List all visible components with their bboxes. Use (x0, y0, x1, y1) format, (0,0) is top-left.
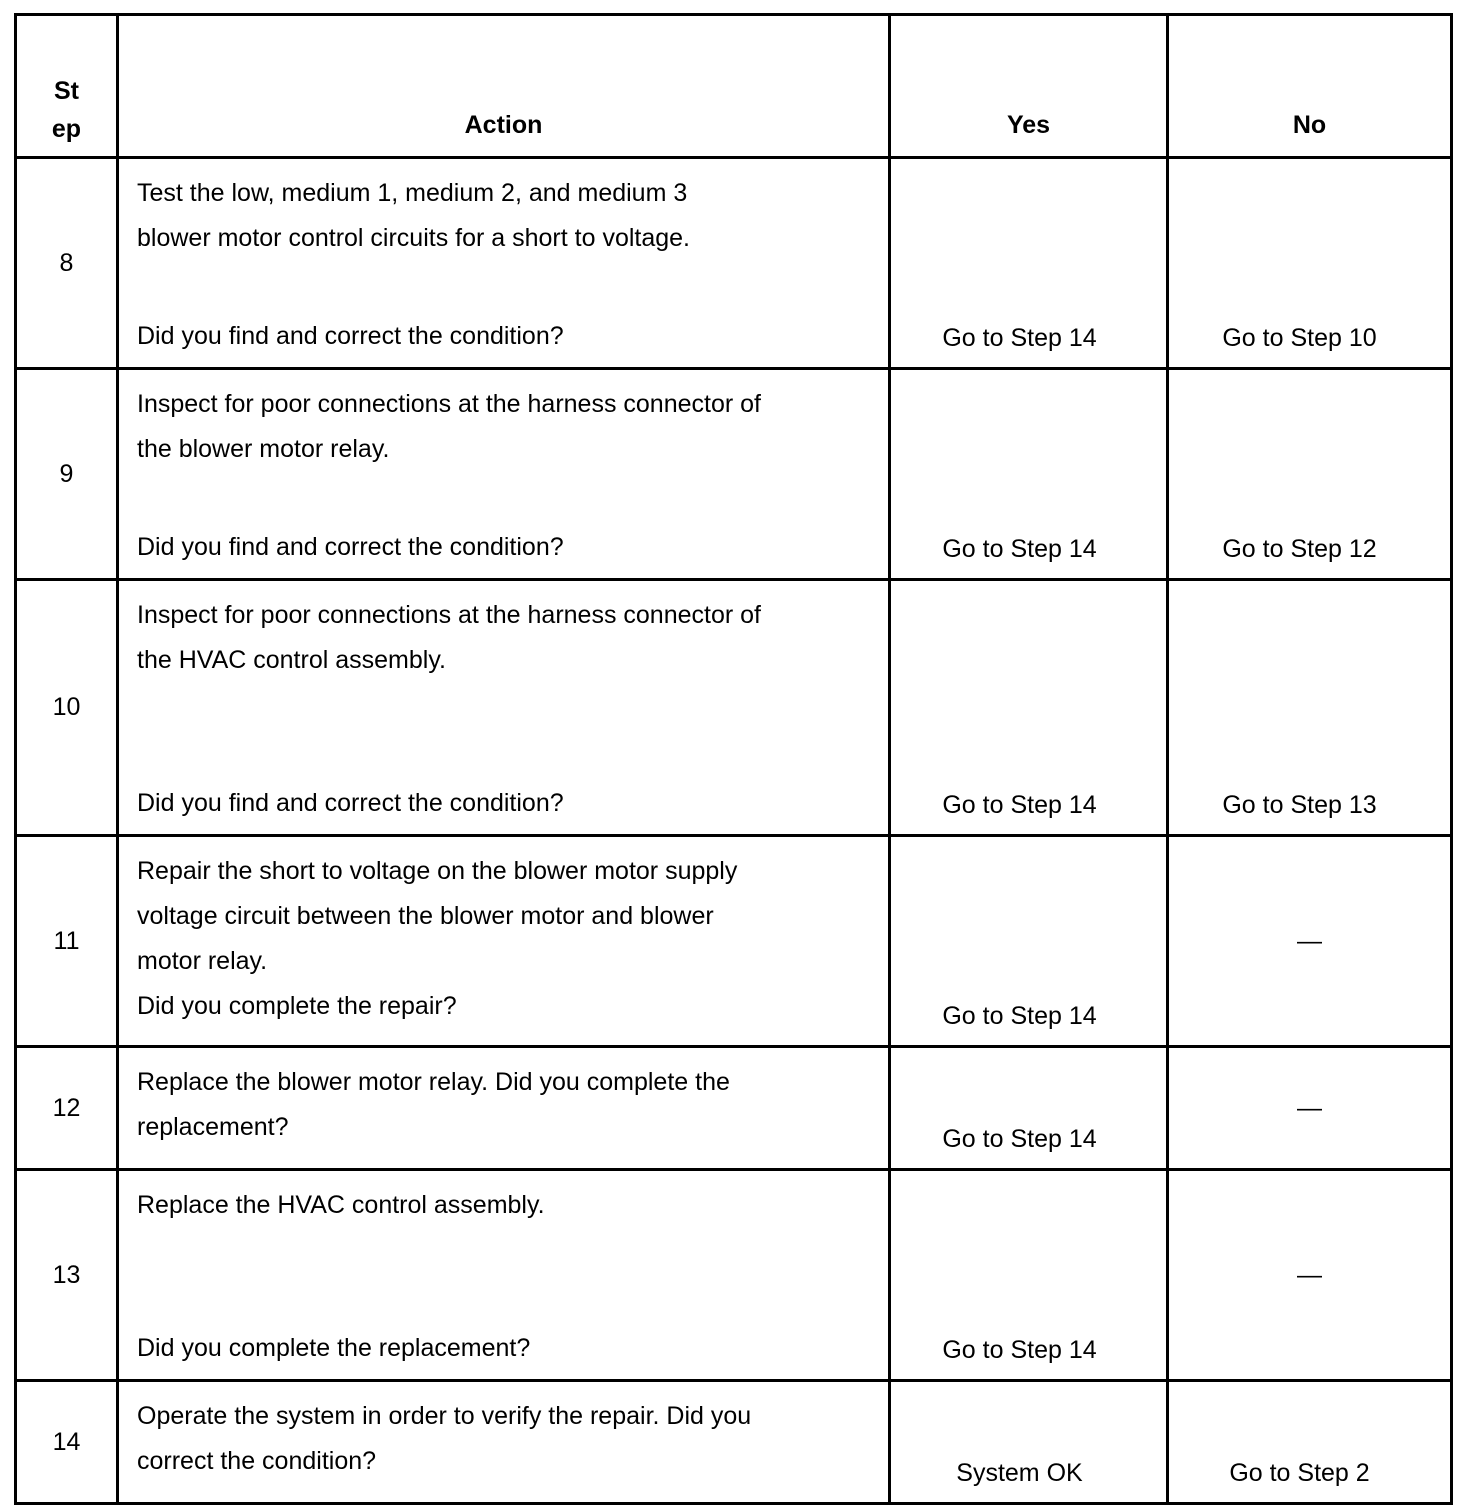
header-row (16, 15, 1452, 158)
action-text: Test the low, medium 1, medium 2, and medium 3 blower motor control circuits for a short to voltage. (137, 179, 691, 252)
step-number: 9 (16, 369, 118, 580)
step-number: 10 (16, 580, 118, 836)
action-text: Inspect for poor connections at the harness connector of the HVAC control assembly. (137, 601, 761, 674)
step-number: 8 (16, 158, 118, 369)
diagnostic-steps-table (14, 13, 1453, 1505)
no-result: — (1168, 1170, 1452, 1381)
action-cell (118, 580, 890, 836)
action-text: Operate the system in order to verify the repair. Did you correct the condition? (137, 1402, 752, 1475)
action-cell (118, 836, 890, 1047)
header-step-line2: ep (51, 115, 82, 143)
header-step-line1: St (54, 77, 79, 105)
step-number: 13 (16, 1170, 118, 1381)
no-result: Go to Step 10 (1168, 158, 1452, 369)
header-action: Action (118, 15, 890, 158)
diagnostic-table-container (14, 13, 1450, 1505)
no-result: — (1168, 836, 1452, 1047)
action-text: Repair the short to voltage on the blower motor supply voltage circuit between the blower motor and blower motor relay. (137, 857, 738, 975)
action-text: Replace the blower motor relay. Did you complete the replacement? (137, 1068, 730, 1141)
action-cell (118, 1047, 890, 1170)
action-question: Did you complete the repair? (137, 992, 457, 1020)
table-row (16, 1381, 1452, 1504)
action-cell (118, 369, 890, 580)
action-text: Inspect for poor connections at the harness connector of the blower motor relay. (137, 390, 761, 463)
no-result: — (1168, 1047, 1452, 1170)
no-result: Go to Step 2 (1168, 1381, 1452, 1504)
action-question: Did you find and correct the condition? (137, 533, 564, 561)
yes-result: System OK (890, 1381, 1168, 1504)
action-cell (118, 1381, 890, 1504)
table-row (16, 369, 1452, 580)
step-number: 11 (16, 836, 118, 1047)
action-cell (118, 1170, 890, 1381)
table-row (16, 580, 1452, 836)
yes-result: Go to Step 14 (890, 1170, 1168, 1381)
table-row (16, 1047, 1452, 1170)
step-number: 14 (16, 1381, 118, 1504)
header-yes: Yes (890, 15, 1168, 158)
action-question: Did you complete the replacement? (137, 1334, 531, 1362)
table-row (16, 836, 1452, 1047)
action-question: Did you find and correct the condition? (137, 789, 564, 817)
action-cell (118, 158, 890, 369)
action-question: Did you find and correct the condition? (137, 322, 564, 350)
no-result: Go to Step 13 (1168, 580, 1452, 836)
header-no: No (1168, 15, 1452, 158)
yes-result: Go to Step 14 (890, 158, 1168, 369)
yes-result: Go to Step 14 (890, 580, 1168, 836)
action-text: Replace the HVAC control assembly. (137, 1191, 545, 1219)
yes-result: Go to Step 14 (890, 1047, 1168, 1170)
yes-result: Go to Step 14 (890, 369, 1168, 580)
header-step (16, 15, 118, 158)
table-row (16, 1170, 1452, 1381)
yes-result: Go to Step 14 (890, 836, 1168, 1047)
table-row (16, 158, 1452, 369)
no-result: Go to Step 12 (1168, 369, 1452, 580)
step-number: 12 (16, 1047, 118, 1170)
